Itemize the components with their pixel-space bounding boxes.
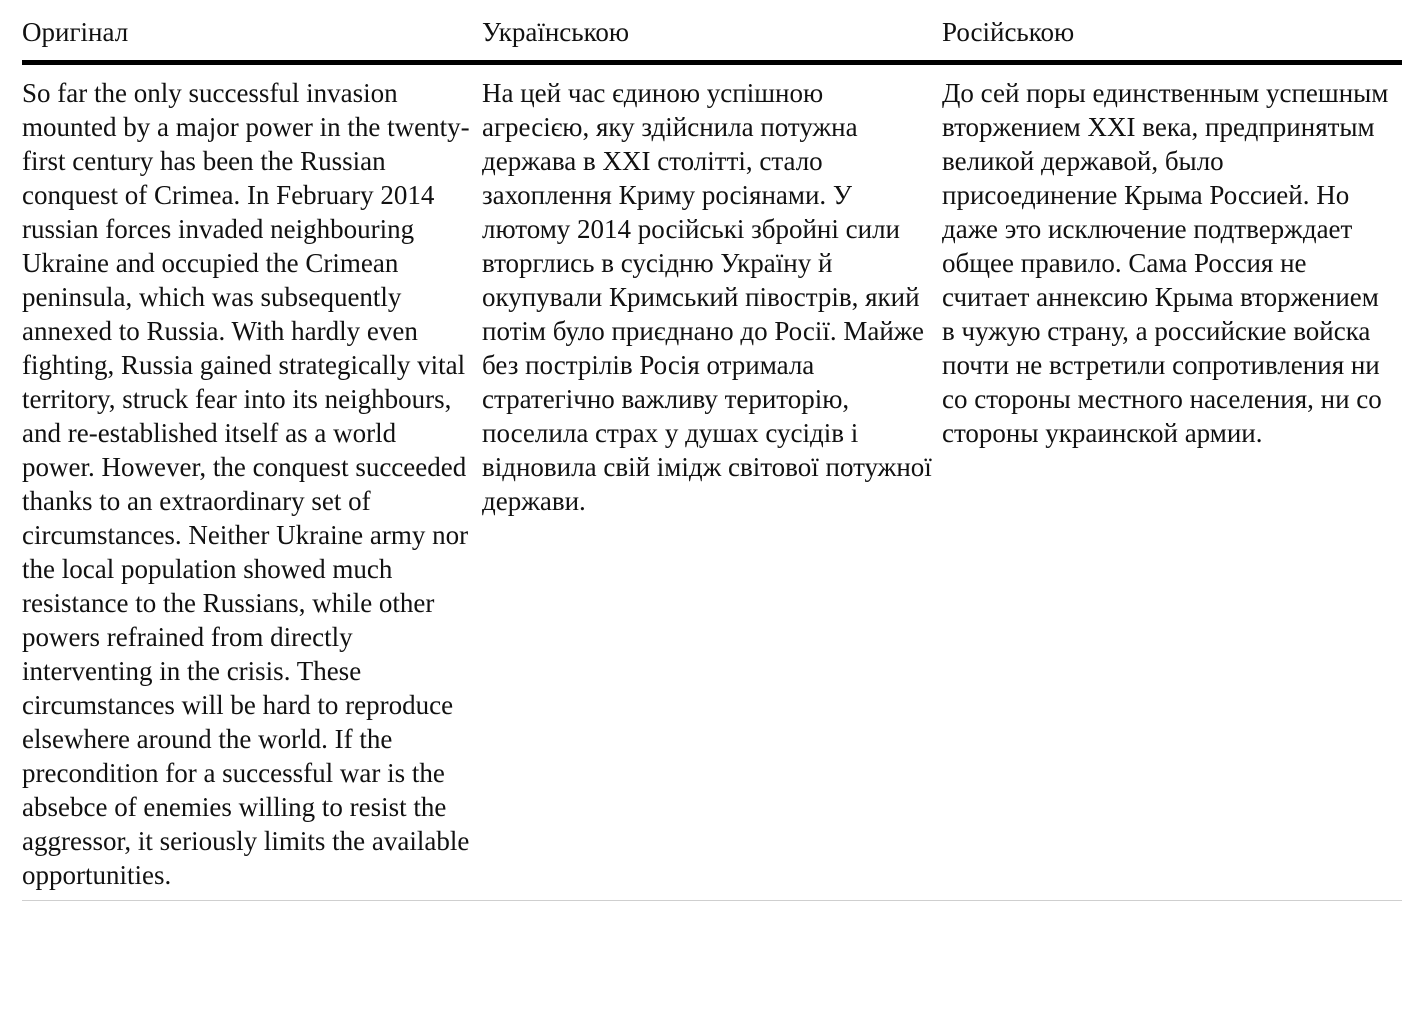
cell-russian-text: До сей поры единственным успешным вторжением XXI века, предпринятым великой державой, было присоединение Крыма Россией. Но даже это исключение подтверждает общее правило. Сама Россия не считает аннексию Крыма вторжением в чужую страну, а российские войска почти не встретили сопротивления ни со стороны местного населения, ни со стороны украинской армии. (942, 63, 1402, 901)
header-ukrainian: Українською (482, 14, 942, 63)
table-row (22, 63, 1402, 901)
translation-comparison (22, 14, 1402, 901)
header-original: Оригінал (22, 14, 482, 63)
header-russian: Російською (942, 14, 1402, 63)
header-row (22, 14, 1402, 63)
table-body (22, 63, 1402, 901)
translation-table (22, 14, 1402, 901)
table-header (22, 14, 1402, 63)
cell-ukrainian-text: На цей час єдиною успішною агресією, яку здійснила потужна держава в XXI столітті, стало захоплення Криму росіянами. У лютому 2014 російські збройні сили вторглись в сусідню Україну й окупували Кримський півострів, який потім було приєднано до Росії. Майже без пострілів Росія отримала стратегічно важливу територію, поселила страх у душах сусідів і відновила свій імідж світової потужної держави. (482, 63, 942, 901)
cell-original-text: So far the only successful invasion mounted by a major power in the twenty-first century has been the Russian conquest of Crimea. In February 2014 russian forces invaded neighbouring Ukraine and occupied the Crimean peninsula, which was subsequently annexed to Russia. With hardly even fighting, Russia gained strategically vital territory, struck fear into its neighbours, and re-established itself as a world power. However, the conquest succeeded thanks to an extraordinary set of circumstances. Neither Ukraine army nor the local population showed much resistance to the Russians, while other powers refrained from directly interventing in the crisis. These circumstances will be hard to reproduce elsewhere around the world. If the precondition for a successful war is the absebce of enemies willing to resist the aggressor, it seriously limits the available opportunities. (22, 63, 482, 901)
